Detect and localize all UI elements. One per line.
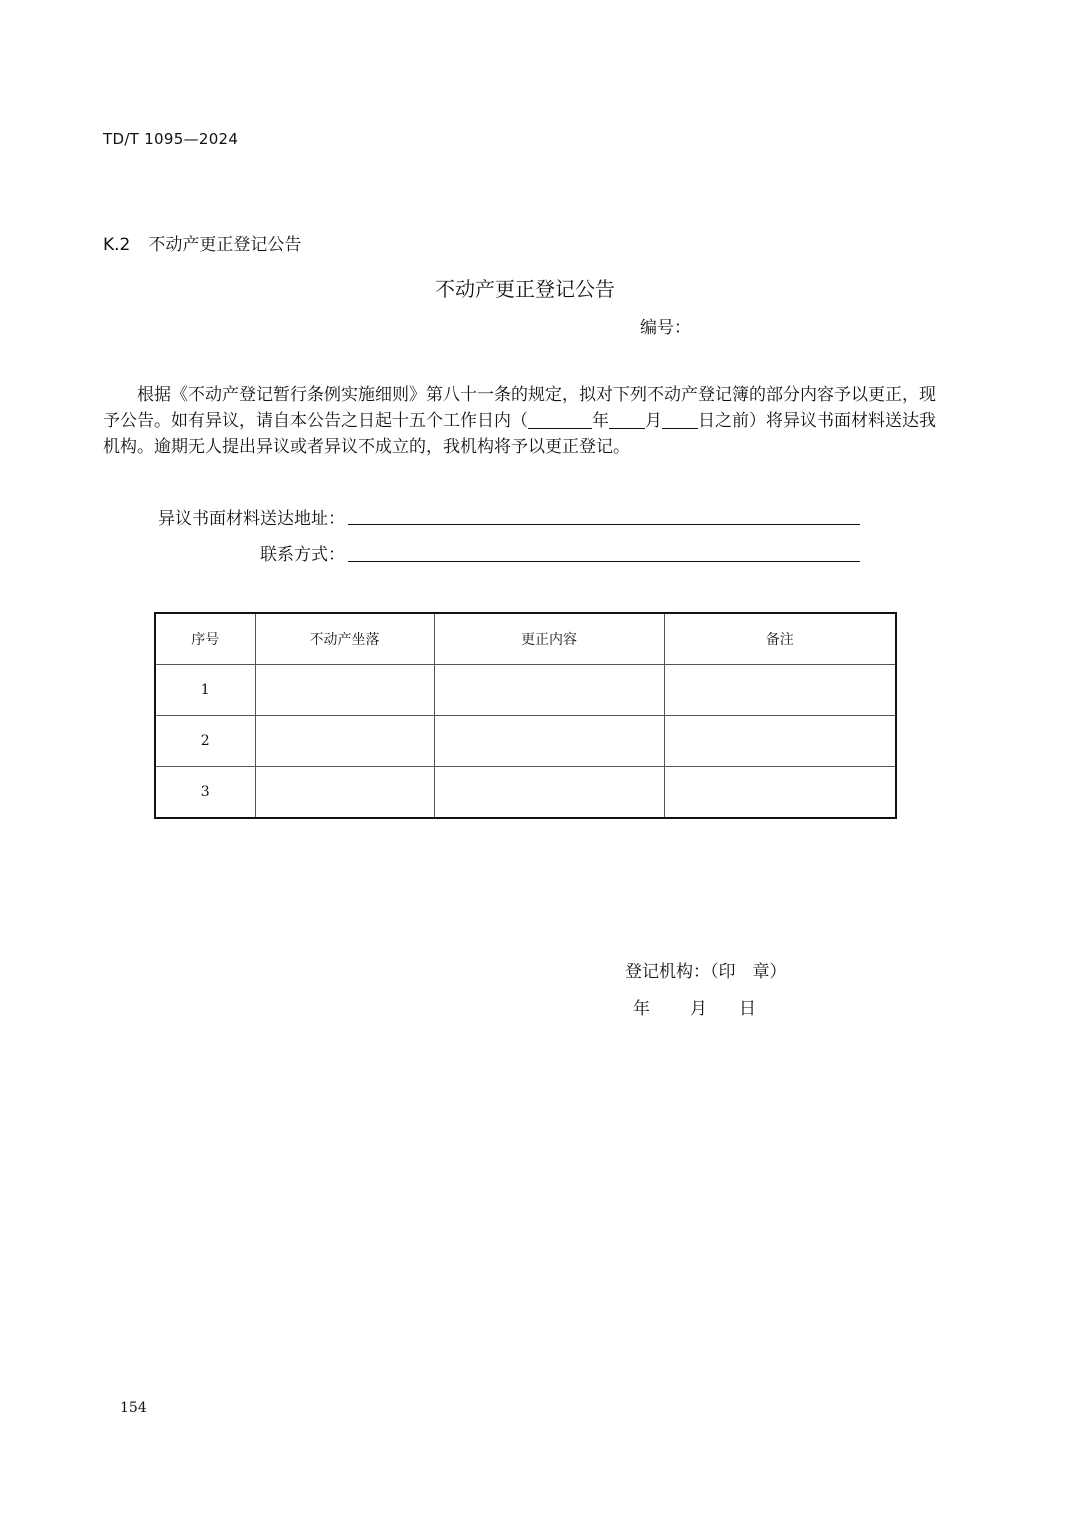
table-header-row (155, 613, 896, 665)
document-code: TD/T 1095—2024 (103, 130, 239, 148)
body-text-part1: 根据《不动产登记暂行条例实施细则》第八十一条的规定，拟对下列不动产登记簿的部分内容予以更正，现予公告。如有异议，请自本公告之日起十五个工作日内（ (103, 385, 936, 431)
date-day: 日 (739, 999, 756, 1019)
row-correction (434, 716, 664, 767)
section-number: K.2 (103, 235, 131, 255)
row-correction (434, 665, 664, 716)
row-location (255, 716, 434, 767)
date-month: 月 (690, 999, 707, 1019)
body-text-part2: 日之前）将异议书面材料送达我机构。逾期无人提出异议或者异议不成立的，我机构将予以更正登记。 (103, 411, 936, 457)
row-correction (434, 767, 664, 819)
table-row (155, 767, 896, 819)
month-blank (609, 410, 645, 429)
row-serial: 1 (155, 665, 255, 716)
row-serial: 3 (155, 767, 255, 819)
day-blank (662, 410, 698, 429)
year-unit: 年 (592, 411, 609, 431)
section-heading (103, 230, 301, 255)
row-remarks (664, 716, 896, 767)
table-row (155, 665, 896, 716)
section-title: 不动产更正登记公告 (148, 235, 302, 255)
page-number: 154 (120, 1400, 147, 1416)
header-cell-remarks: 备注 (664, 613, 896, 665)
header-cell-location: 不动产坐落 (255, 613, 434, 665)
header-cell-correction: 更正内容 (434, 613, 664, 665)
row-location (255, 665, 434, 716)
table-row (155, 716, 896, 767)
serial-number-label: 编号： (640, 318, 691, 338)
notice-body (103, 382, 949, 460)
month-unit: 月 (645, 411, 662, 431)
signature-date (633, 994, 756, 1019)
contact-line (348, 561, 860, 562)
notice-title: 不动产更正登记公告 (435, 277, 615, 301)
correction-table (154, 612, 897, 819)
row-location (255, 767, 434, 819)
row-serial: 2 (155, 716, 255, 767)
address-label: 异议书面材料送达地址： (158, 509, 345, 529)
row-remarks (664, 767, 896, 819)
registration-authority-seal: 登记机构：（印 章） (625, 962, 787, 982)
year-blank (528, 410, 592, 429)
header-cell-serial: 序号 (155, 613, 255, 665)
address-line (348, 524, 860, 525)
date-year: 年 (633, 999, 650, 1019)
contact-label: 联系方式： (260, 545, 345, 565)
row-remarks (664, 665, 896, 716)
